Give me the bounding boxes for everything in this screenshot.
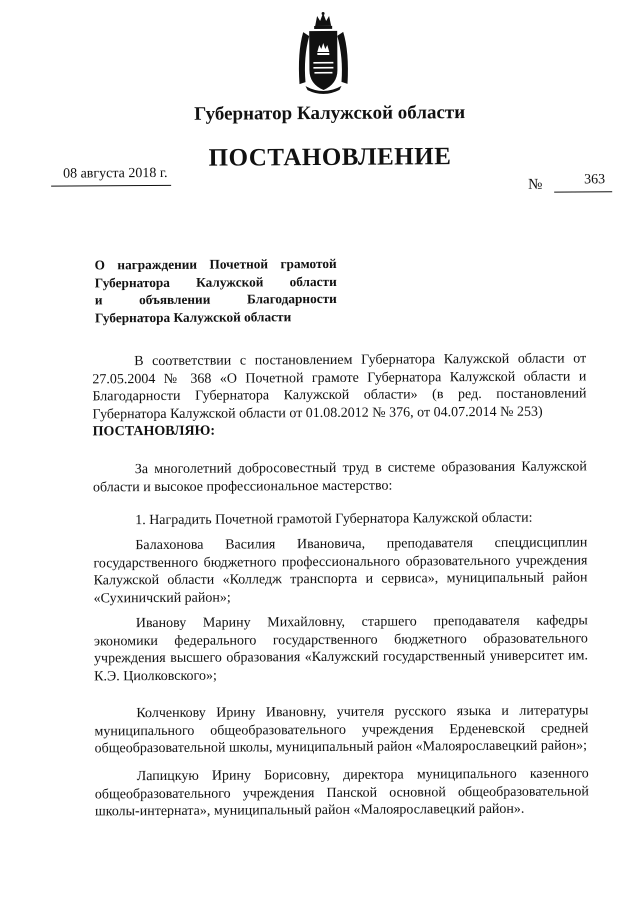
document-subject (95, 255, 337, 326)
date-underline (51, 185, 171, 187)
awardee-text: Колченкову Ирину Ивановну, учителя русского языка и литературы муниципального общеобразовательного учреждения Ерденевской средней общеобразовательной школы, муниципальный район «Малоярославецкий район»; (94, 703, 589, 757)
document-date: 08 августа 2018 г. (63, 165, 168, 182)
preamble (92, 350, 587, 441)
subject-line: О награждении Почетной грамотой (94, 255, 337, 273)
reason-paragraph (93, 458, 587, 496)
number-underline (554, 191, 612, 192)
awardee-paragraph (94, 612, 588, 685)
subject-line: Губернатора Калужской области (94, 273, 337, 290)
awardee-paragraph (94, 702, 588, 758)
issuing-authority: Губернатор Калужской области (194, 102, 466, 125)
item-1-text: 1. Наградить Почетной грамотой Губернатора Калужской области: (135, 510, 533, 529)
awardee-text: Лапицкую Ирину Борисовну, директора муниципального казенного общеобразовательного учреждения Панской основной общеобразовательной школы-интерната», муниципальный район «Малоярославецкий район». (94, 766, 589, 820)
document-number: 363 (584, 172, 606, 188)
subject-line: Губернатора Калужской области (94, 308, 292, 325)
awardee-paragraph (95, 765, 589, 821)
preamble-text: В соответствии с постановлением Губернатора Калужской области от 27.05.2004 № 368 «О Почетной грамоте Губернатора Калужской области и Благодарности Губернатора Калужской области» (в ред. постановлений Губернатора Калужской области от 01.08.2012 № 376, от 04.07.2014 № 253) (92, 351, 587, 423)
kaluga-coat-of-arms-icon (293, 12, 353, 94)
reason-text: За многолетний добросовестный труд в системе образования Калужской области и высокое профессиональное мастерство: (92, 459, 587, 495)
decree-word: ПОСТАНОВЛЯЮ: (92, 424, 216, 440)
awardee-text: Иванову Марину Михайловну, старшего преподавателя кафедры экономики федерального государственного бюджетного образовательного учреждения высшего образования «Калужский государственный университет им. К.Э. Циолковского»; (93, 613, 589, 685)
subject-line: и объявлении Благодарности (94, 290, 337, 308)
document-type-title: ПОСТАНОВЛЕНИЕ (208, 143, 452, 172)
awardee-text: Балахонова Василия Ивановича, преподавателя спецдисциплин государственного бюджетного профессионального образовательного учреждения Калужской области «Колледж транспорта и сервиса», муниципальный район «Сухиничский район»; (93, 535, 588, 607)
item-1 (93, 509, 587, 530)
awardee-paragraph (93, 534, 587, 607)
number-label: № (528, 176, 543, 193)
